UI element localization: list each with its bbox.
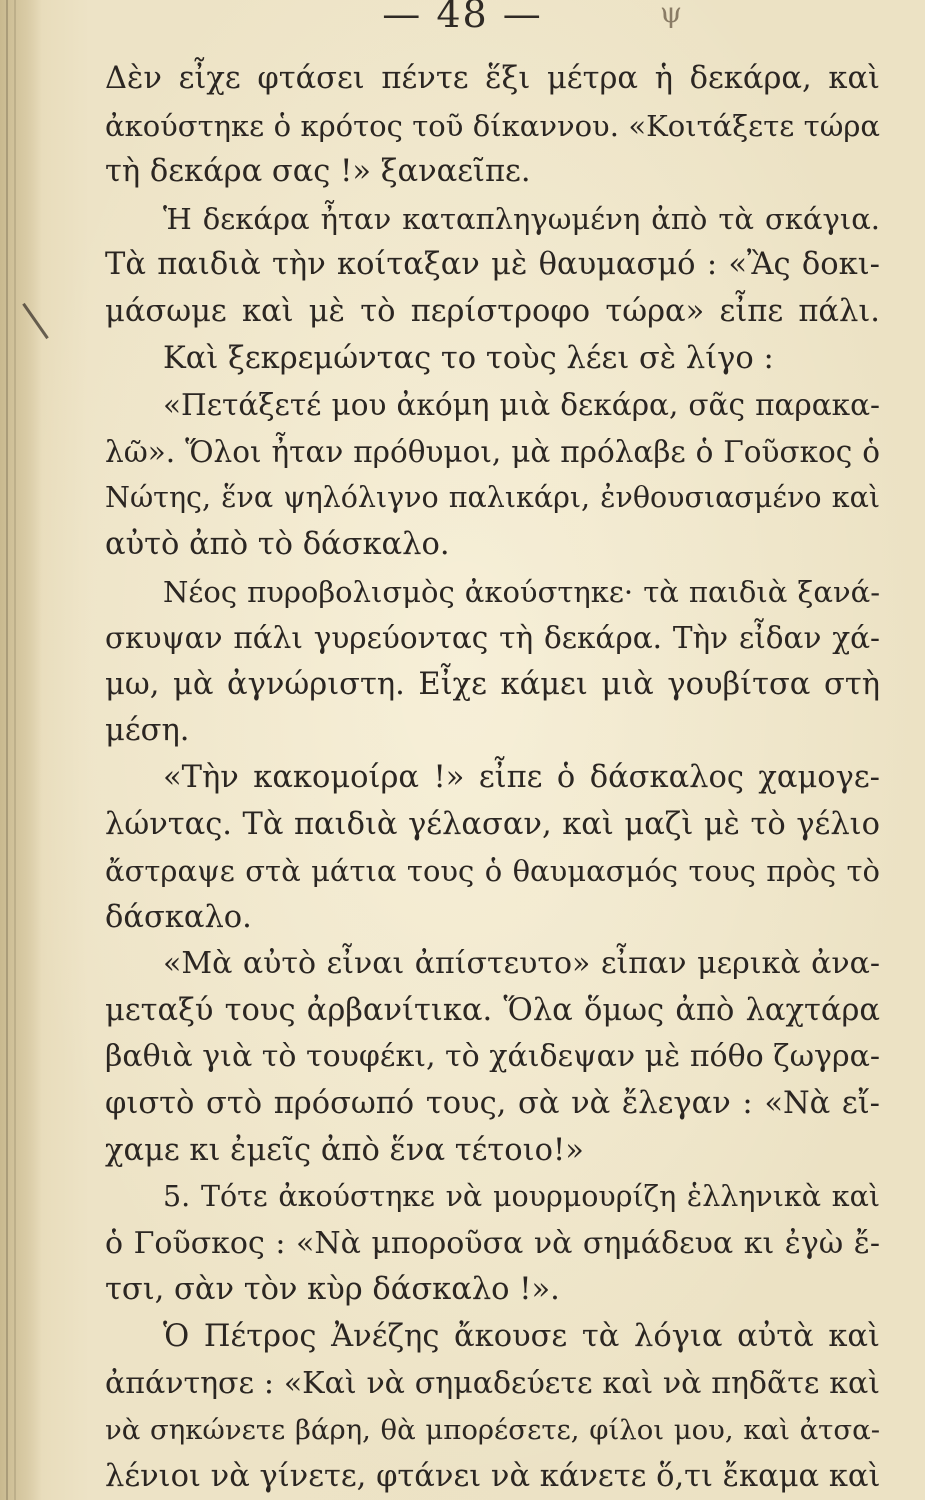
text-line: μάσωμε καὶ μὲ τὸ περίστροφο τώρα» εἶπε πάλι. — [105, 293, 880, 329]
binding-edge-line — [14, 0, 16, 1500]
text-line: λώντας. Τὰ παιδιὰ γέλασαν, καὶ μαζὶ μὲ τὸ γέλιο — [105, 806, 880, 842]
text-line: μέση. — [105, 713, 190, 749]
text-line: αὐτὸ ἀπὸ τὸ δάσκαλο. — [105, 526, 450, 562]
text-line: νὰ σηκώνετε βάρη, θὰ μπορέσετε, φίλοι μου, καὶ ἀτσα- — [105, 1414, 880, 1447]
binding-edge-line — [6, 0, 8, 1500]
text-line: σκυψαν πάλι γυρεύοντας τὴ δεκάρα. Τὴν εἶδαν χά- — [105, 621, 880, 656]
text-line: Ἡ δεκάρα ἦταν καταπληγωμένη ἀπὸ τὰ σκάγια. — [163, 201, 880, 236]
body-text — [105, 56, 880, 1500]
text-line: «Πετάξετέ μου ἀκόμη μιὰ δεκάρα, σᾶς παρακα- — [163, 388, 880, 423]
text-line: λῶ». Ὅλοι ἦταν πρόθυμοι, μὰ πρόλαβε ὁ Γοῦσκος ὁ — [105, 434, 880, 469]
text-line: ἀπάντησε : «Καὶ νὰ σημαδεύετε καὶ νὰ πηδᾶτε καὶ — [105, 1365, 880, 1401]
text-line: μω, μὰ ἀγνώριστη. Εἶχε κάμει μιὰ γουβίτσα στὴ — [105, 666, 880, 702]
text-line: δάσκαλο. — [105, 899, 252, 935]
text-line: μεταξύ τους ἀρβανίτικα. Ὅλα ὅμως ἀπὸ λαχτάρα — [105, 992, 880, 1028]
text-line: Καὶ ξεκρεμώντας το τοὺς λέει σὲ λίγο : — [163, 340, 774, 376]
text-line: «Τὴν κακομοίρα !» εἶπε ὁ δάσκαλος χαμογε- — [163, 759, 880, 795]
page-number: — 48 — — [382, 0, 543, 36]
text-line: Δὲν εἶχε φτάσει πέντε ἕξι μέτρα ἡ δεκάρα, καὶ — [105, 61, 880, 96]
text-line: ἄστραψε στὰ μάτια τους ὁ θαυμασμός τους πρὸς τὸ — [105, 854, 880, 889]
text-line: χαμε κι ἐμεῖς ἀπὸ ἕνα τέτοιο!» — [105, 1132, 584, 1168]
text-line: Τὰ παιδιὰ τὴν κοίταξαν μὲ θαυμασμό : «Ἂς δοκι- — [105, 247, 880, 283]
text-line: Ὁ Πέτρος Ἀνέζης ἄκουσε τὰ λόγια αὐτὰ καὶ — [163, 1319, 880, 1355]
text-line: λένιοι νὰ γίνετε, φτάνει νὰ κάνετε ὅ,τι ἔκαμα καὶ — [105, 1458, 881, 1494]
text-line: ἀκούστηκε ὁ κρότος τοῦ δίκαννου. «Κοιτάξετε τώρα — [105, 108, 880, 143]
text-line: τὴ δεκάρα σας !» ξαναεῖπε. — [105, 154, 531, 190]
text-line: ὁ Γοῦσκος : «Νὰ μποροῦσα νὰ σημάδευα κι ἐγὼ ἔ- — [105, 1225, 880, 1261]
text-line: 5. Τότε ἀκούστηκε νὰ μουρμουρίζη ἑλληνικὰ καὶ — [163, 1180, 880, 1214]
text-line: φιστὸ στὸ πρόσωπό τους, σὰ νὰ ἔλεγαν : «Νὰ εἴ- — [105, 1086, 880, 1122]
text-line: Νέος πυροβολισμὸς ἀκούστηκε· τὰ παιδιὰ ξανά- — [163, 574, 880, 609]
text-line: Νώτης, ἕνα ψηλόλιγνο παλικάρι, ἐνθουσιασμένο καὶ — [105, 481, 880, 515]
text-line: «Μὰ αὐτὸ εἶναι ἀπίστευτο» εἶπαν μερικὰ ἀνα- — [163, 946, 880, 982]
corner-pencil-mark: ψ — [660, 0, 682, 29]
text-line: βαθιὰ γιὰ τὸ τουφέκι, τὸ χάιδεψαν μὲ πόθο ζωγρα- — [105, 1039, 880, 1075]
text-line: τσι, σὰν τὸν κὺρ δάσκαλο !». — [105, 1272, 560, 1308]
